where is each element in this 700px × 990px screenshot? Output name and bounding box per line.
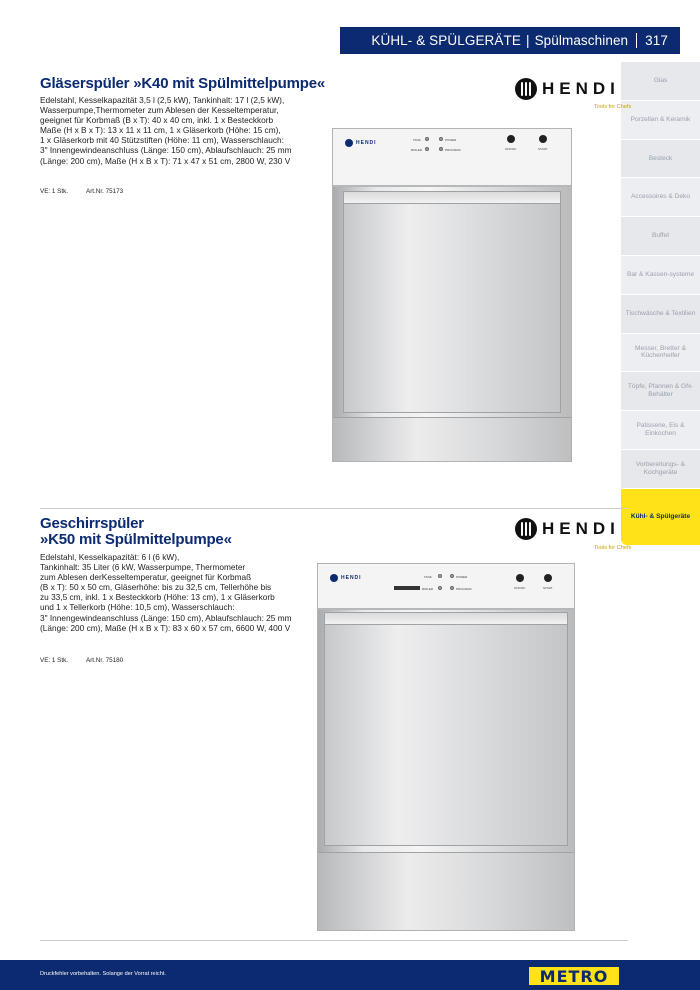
k40-panel-brand-text: HENDI <box>356 140 377 146</box>
product-1-desc-line: (Länge: 200 cm), Maße (H x B x T): 71 x 47 x 51 cm, 2800 W, 230 V <box>40 155 291 166</box>
sidenav-item-glas[interactable]: Glas <box>621 62 700 101</box>
product-2-ve: VE: 1 Stk. <box>40 657 68 664</box>
hendi-tagline-2: Tools for Chefs <box>594 545 632 551</box>
sidenav-item-bar[interactable]: Bar & Kassen-systeme <box>621 256 700 295</box>
page-header <box>340 27 680 54</box>
product-2-desc-line: 3" Innengewindeanschluss (Länge: 150 cm), Ablaufschlauch: 25 mm <box>40 612 292 623</box>
product-2-title-line1: Geschirrspüler <box>40 515 144 532</box>
product-1-desc-line: Maße (H x B x T): 13 x 11 x 11 cm, 1 x Gläserkorb (Höhe: 15 cm), <box>40 125 281 136</box>
k40-led-program <box>439 147 443 151</box>
k40-knob-start <box>539 135 547 143</box>
product-2-title <box>40 516 232 548</box>
hendi-tagline-1: Tools for Chefs <box>594 104 632 110</box>
k40-label-boiler: BOILER <box>411 148 423 152</box>
sidenav-item-tischwaesche[interactable]: Tischwäsche & Textilien <box>621 295 700 334</box>
hendi-wordmark: HENDI <box>542 519 620 538</box>
k40-door-handle <box>344 192 560 204</box>
metro-logo: METRO <box>528 966 620 986</box>
k50-control-panel <box>318 564 574 610</box>
product-2-desc-line: und 1 x Tellerkorb (Höhe: 10,5 cm), Wasserschlauch: <box>40 602 235 613</box>
product-2-description <box>40 552 292 633</box>
product-2-meta <box>40 657 123 664</box>
product-1-desc-line: geeignet für Korbmaß (B x T): 40 x 40 cm, inkl. 1 x Besteckkorb <box>40 115 274 126</box>
hendi-logo-1 <box>515 78 620 100</box>
product-1-desc-line: 3" Innengewindeanschluss (Länge: 150 cm), Ablaufschlauch: 25 mm <box>40 145 292 156</box>
k50-label-power: POWER <box>456 575 468 579</box>
product-1-description <box>40 95 292 166</box>
product-2-desc-line: zu 33,5 cm, inkl. 1 x Besteckkorb (Höhe: 13 cm), 1 x Gläserkorb <box>40 592 275 603</box>
product-1-desc-line: Wasserpumpe,Thermometer zum Ablesen der Kesseltemperatur, <box>40 105 279 116</box>
product-2-desc-line: Edelstahl, Kesselkapazität: 6 l (6 kW), <box>40 552 180 562</box>
k50-door <box>324 612 568 846</box>
product-1-desc-line: Edelstahl, Kesselkapazität 3,5 l (2,5 kW), Tankinhalt: 17 l (2,5 kW), <box>40 95 285 105</box>
product-2-title-line2: »K50 mit Spülmittelpumpe« <box>40 530 232 548</box>
bottom-divider <box>40 940 628 941</box>
k40-led-tank <box>425 137 429 141</box>
k50-label-onoff: ON/OFF <box>514 586 526 590</box>
header-separator: | <box>525 33 530 48</box>
product-1-desc-line: 1 x Gläserkorb mit 40 Stützstiften (Höhe: 11 cm), Wasserschlauch: <box>40 135 284 146</box>
k50-label-start: START <box>543 586 553 590</box>
k50-led-power <box>450 574 454 578</box>
product-1-ve: VE: 1 Stk. <box>40 188 68 195</box>
k40-plinth <box>333 417 571 461</box>
product-1-art-nr: Art.Nr. 75173 <box>86 188 124 195</box>
sidenav-item-kuehl-spuel[interactable]: Kühl- & Spülgeräte <box>621 489 700 545</box>
sidenav-item-besteck[interactable]: Besteck <box>621 140 700 179</box>
product-1-meta <box>40 188 123 195</box>
hendi-logo-2 <box>515 518 620 540</box>
k50-led-boiler <box>438 586 442 590</box>
k40-machine-image <box>332 128 572 462</box>
sidenav-item-patisserie[interactable]: Patisserie, Eis & Einkochen <box>621 411 700 450</box>
k40-control-panel <box>333 129 571 187</box>
k40-label-onoff: ON/OFF <box>505 147 517 151</box>
section-divider <box>40 508 628 509</box>
sidenav-item-vorbereitung[interactable]: Vorbereitungs- & Kochgeräte <box>621 450 700 489</box>
product-2-desc-line: zum Ablesen derKesseltemperatur, geeignet für Korbmaß <box>40 572 252 583</box>
k40-label-start: START <box>538 147 548 151</box>
sidenav-item-toepfe[interactable]: Töpfe, Pfannen & GN-Behälter <box>621 372 700 411</box>
sidenav-item-messer[interactable]: Messer, Bretter & Küchenhelfer <box>621 334 700 373</box>
footer-disclaimer: Druckfehler vorbehalten. Solange der Vorrat reicht. <box>40 971 166 977</box>
category-sidenav <box>621 62 700 645</box>
k40-knob-onoff <box>507 135 515 143</box>
k50-knob-onoff <box>516 574 524 582</box>
page-number: 317 <box>636 33 668 48</box>
product-1-title: Gläserspüler »K40 mit Spülmittelpumpe« <box>40 75 325 92</box>
k50-panel-brand-text: HENDI <box>341 575 362 581</box>
k40-led-boiler <box>425 147 429 151</box>
sidenav-item-porzellan[interactable]: Porzellan & Keramik <box>621 101 700 140</box>
k50-panel-brand <box>330 574 362 582</box>
product-2-desc-line: (Länge: 200 cm), Maße (H x B x T): 83 x 60 x 57 cm, 6600 W, 400 V <box>40 622 291 633</box>
k40-label-program: PROGRAM <box>445 148 461 152</box>
header-subcategory: Spülmaschinen <box>534 33 629 48</box>
header-category: KÜHL- & SPÜLGERÄTE <box>371 33 521 48</box>
k50-label-tank: TANK <box>424 575 432 579</box>
k50-plinth <box>318 852 574 930</box>
k40-panel-brand <box>345 139 377 147</box>
product-2-art-nr: Art.Nr. 75180 <box>86 657 124 664</box>
k50-door-handle <box>325 613 567 625</box>
k40-label-tank: TANK <box>413 138 421 142</box>
k50-machine-image <box>317 563 575 931</box>
sidenav-item-accessoires[interactable]: Accessoires & Deko <box>621 178 700 217</box>
k50-led-tank <box>438 574 442 578</box>
sidenav-item-buffet[interactable]: Buffet <box>621 217 700 256</box>
hendi-logo-mark <box>515 78 537 100</box>
k50-display <box>394 586 420 590</box>
k50-knob-start <box>544 574 552 582</box>
k50-label-boiler: BOILER <box>422 587 434 591</box>
product-2-desc-line: Tankinhalt: 35 Liter (6 kW, Wasserpumpe, Thermometer <box>40 562 246 573</box>
k50-led-program <box>450 586 454 590</box>
product-2-desc-line: (B x T): 50 x 50 cm, Gläserhöhe: bis zu 32,5 cm, Tellerhöhe bis <box>40 582 272 593</box>
hendi-wordmark: HENDI <box>542 79 620 98</box>
k40-led-power <box>439 137 443 141</box>
k50-label-program: PROGRAM <box>456 587 472 591</box>
k40-label-power: POWER <box>445 138 457 142</box>
hendi-logo-mark <box>515 518 537 540</box>
page-footer <box>0 960 700 990</box>
k40-door <box>343 191 561 413</box>
